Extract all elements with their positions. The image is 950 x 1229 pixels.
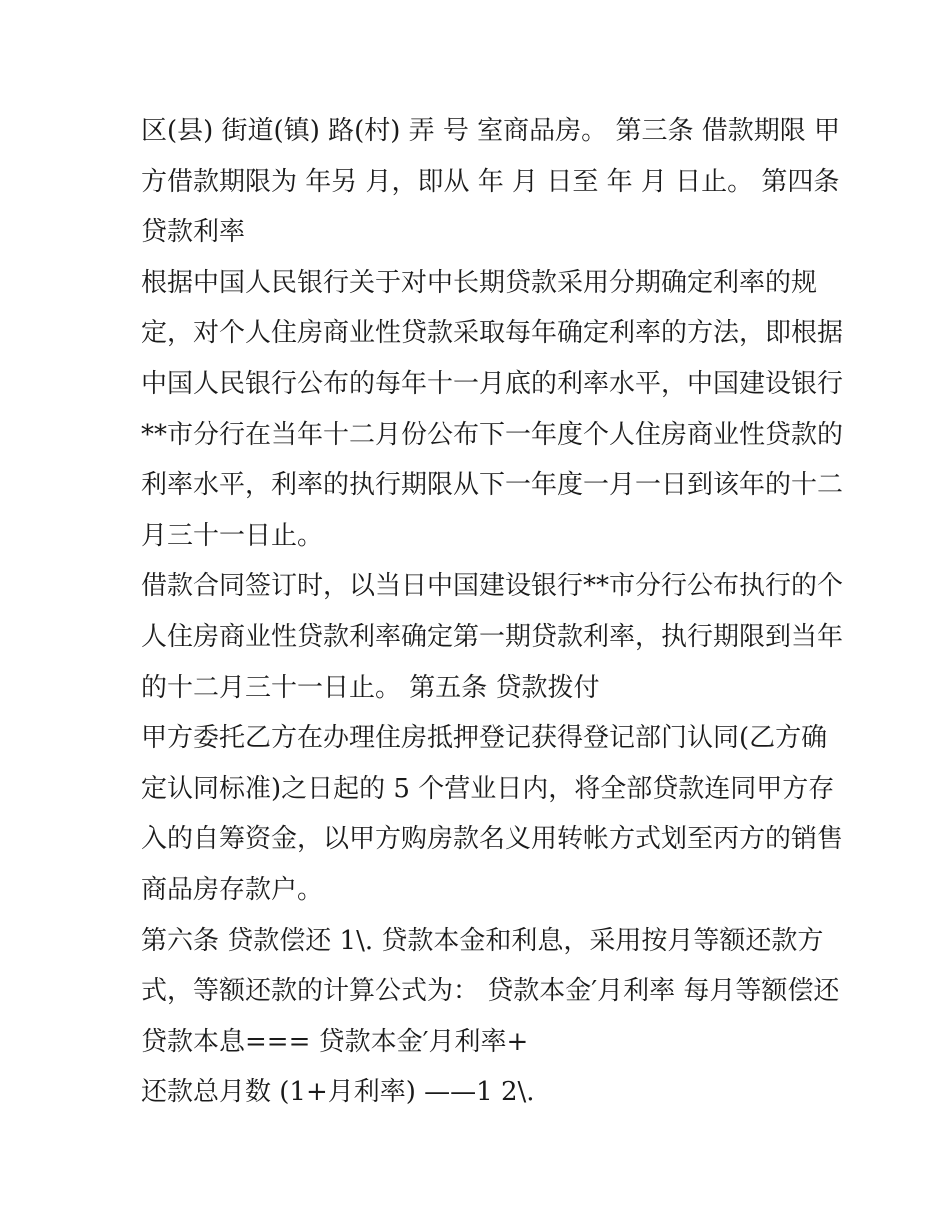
text-line: 还款总月数 (1+月利率) ——1 2\. <box>141 1077 535 1108</box>
text-line: 入的自筹资金，以甲方购房款名义用转帐方式划至丙方的销售 <box>141 824 844 855</box>
text-line: 商品房存款户。 <box>141 874 324 905</box>
paragraph-contract-signing <box>141 561 844 713</box>
document-body <box>141 106 844 1118</box>
text-line: 月三十一日止。 <box>141 520 324 551</box>
paragraph-loan-disbursement <box>141 713 844 915</box>
text-line: 甲方委托乙方在办理住房抵押登记获得登记部门认同(乙方确 <box>141 723 828 754</box>
paragraph-loan-repayment <box>141 916 840 1068</box>
text-line: 人住房商业性贷款利率确定第一期贷款利率，执行期限到当年 <box>141 621 844 652</box>
text-line: 贷款本息=== 贷款本金′月利率+ <box>141 1026 529 1057</box>
text-line: 式，等额还款的计算公式为： 贷款本金′月利率 每月等额偿还 <box>141 976 840 1007</box>
text-line: **市分行在当年十二月份公布下一年度个人住房商业性贷款的 <box>141 419 844 450</box>
paragraph-repayment-formula <box>141 1067 821 1118</box>
text-line: 定认同标准)之日起的 5 个营业日内，将全部贷款连同甲方存 <box>141 773 835 804</box>
paragraph-interest-rate-rule <box>141 258 844 562</box>
text-line: 定，对个人住房商业性贷款采取每年确定利率的方法，即根据 <box>141 318 844 349</box>
text-line: 贷款利率 <box>141 217 246 248</box>
text-line: 中国人民银行公布的每年十一月底的利率水平，中国建设银行 <box>141 368 844 399</box>
text-line: 方借款期限为 年另 月，即从 年 月 日至 年 月 日止。 第四条 <box>141 166 840 197</box>
text-line: 利率水平，利率的执行期限从下一年度一月一日到该年的十二 <box>141 470 844 501</box>
text-line: 的十二月三十一日止。 第五条 贷款拨付 <box>141 672 600 703</box>
text-line: 根据中国人民银行关于对中长期贷款采用分期确定利率的规 <box>141 267 818 298</box>
text-line: 借款合同签订时，以当日中国建设银行**市分行公布执行的个 <box>141 571 844 602</box>
text-line: 区(县) 街道(镇) 路(村) 弄 号 室商品房。 第三条 借款期限 甲 <box>141 116 840 146</box>
text-line: 第六条 贷款偿还 1\. 贷款本金和利息，采用按月等额还款方 <box>141 925 824 956</box>
paragraph-article-three <box>141 106 840 258</box>
